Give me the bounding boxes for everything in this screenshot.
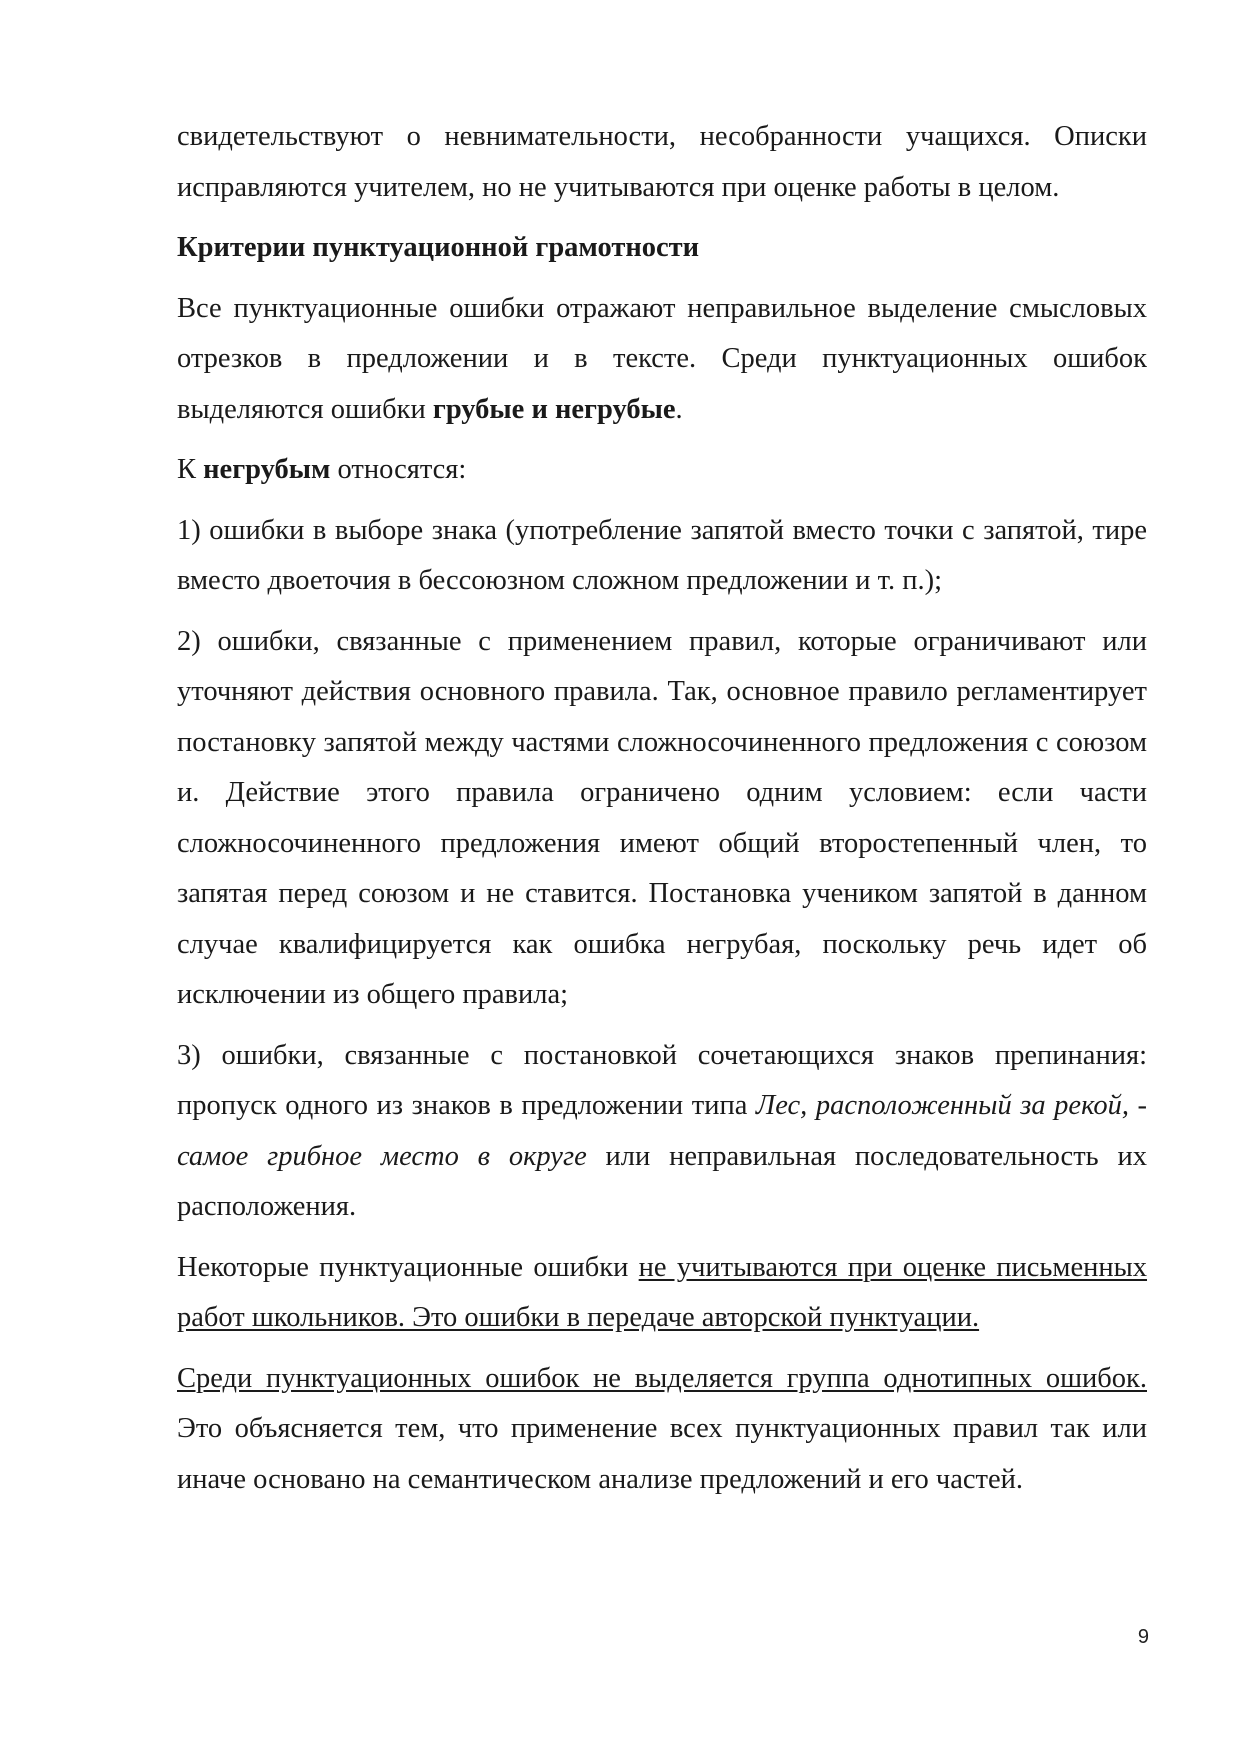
list-item-text: 1) ошибки в выборе знака (употребление запятой вместо точки с запятой, тире вместо двоеточия в бессоюзном сложном предложении и т. п.); <box>177 514 1147 596</box>
paragraph-not-counted <box>177 1243 1147 1344</box>
underlined-text: Среди пунктуационных ошибок не выделяется группа однотипных ошибок. <box>177 1362 1147 1394</box>
page-number: 9 <box>1137 1626 1149 1648</box>
list-item-end: или неправильная последовательность их расположения. <box>177 1140 1147 1222</box>
paragraph-continuation <box>177 112 1147 213</box>
heading-text: Критерии пунктуационной грамотности <box>177 232 700 263</box>
list-item-1 <box>177 506 1147 607</box>
paragraph-minor-intro <box>177 445 1147 496</box>
italic-example-2: самое грибное место в округе <box>177 1140 587 1172</box>
underlined-text: не учитываются при оценке письменных работ школьников. Это ошибки в передаче авторской пунктуации. <box>177 1251 1148 1333</box>
bold-term: грубые и негрубые <box>432 393 676 425</box>
list-item-text: 3) ошибки, связанные с постановкой сочетающихся знаков препинания: пропуск одного из знаков в предложении типа <box>177 1039 1147 1121</box>
paragraph-text: Это объясняется тем, что применение всех пунктуационных правил так или иначе основано на семантическом анализе предложений и его частей. <box>177 1413 1147 1495</box>
paragraph-text: свидетельствуют о невнимательности, несобранности учащихся. Описки исправляются учителем, но не учитываются при оценке работы в целом. <box>177 121 1147 203</box>
paragraph-end: относятся: <box>330 454 467 485</box>
dash: - <box>1128 1090 1148 1121</box>
paragraph-no-uniform-group <box>177 1354 1147 1506</box>
paragraph-end: . <box>675 393 683 425</box>
list-item-text: 2) ошибки, связанные с применением правил, которые ограничивают или уточняют действия основного правила. Так, основное правило регламентирует постановку запятой между частями сложносочиненного предложения с союзом и. Действие этого правила ограничено одним условием: если части сложносочиненного предложения имеют общий второстепенный член, то запятая перед союзом и не ставится. Постановка учеником запятой в данном случае квалифицируется как ошибка негрубая, поскольку речь идет об исключении из общего правила; <box>177 625 1147 1010</box>
bold-term: негрубым <box>203 454 331 485</box>
list-item-3 <box>177 1031 1147 1233</box>
paragraph-text: К <box>177 454 204 485</box>
paragraph-text: Некоторые пунктуационные ошибки <box>177 1251 639 1283</box>
list-item-2 <box>177 617 1147 1021</box>
paragraph-punctuation-errors <box>177 284 1147 436</box>
italic-example-1: Лес, расположенный за рекой, <box>755 1090 1129 1121</box>
document-page <box>177 112 1147 1515</box>
section-heading <box>177 223 1147 274</box>
paragraph-text: Все пунктуационные ошибки отражают неправильное выделение смысловых отрезков в предложении и в тексте. Среди пунктуационных ошибок выделяются ошибки <box>177 292 1147 425</box>
